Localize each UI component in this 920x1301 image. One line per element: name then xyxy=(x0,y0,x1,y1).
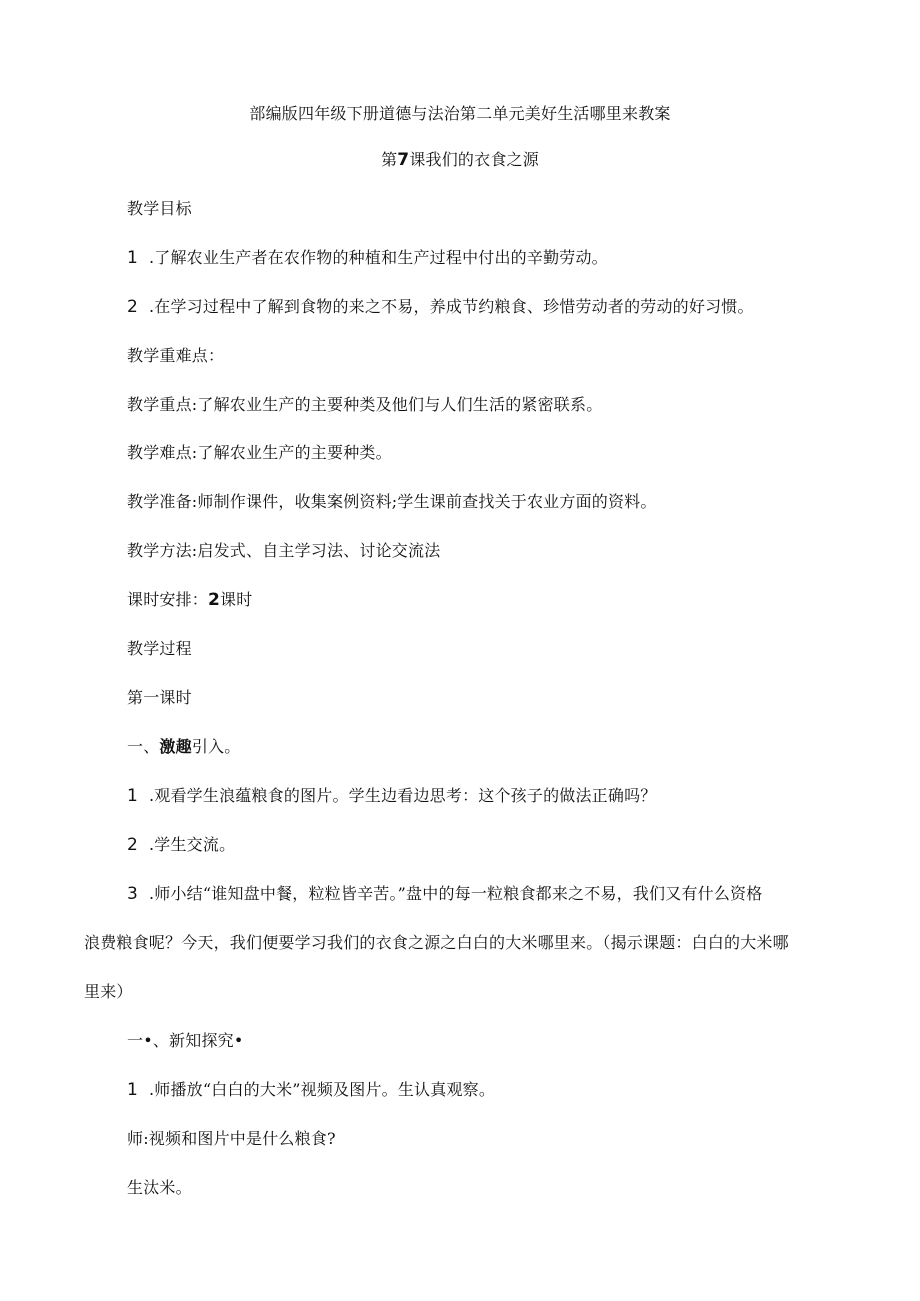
teaching-methods: 教学方法:启发式、自主学习法、讨论交流法 xyxy=(127,541,441,560)
section1-item-1 xyxy=(127,786,657,806)
section1-heading xyxy=(127,737,240,757)
section1-item-3-line3: 里来） xyxy=(84,982,133,1001)
schedule-unit: 课时 xyxy=(220,590,253,609)
list-number: 3 xyxy=(127,884,139,904)
teaching-preparation: 教学准备:师制作课件，收集案例资料;学生课前查找关于农业方面的资料。 xyxy=(127,492,657,511)
list-text: .学生交流。 xyxy=(149,835,236,854)
process-heading: 教学过程 xyxy=(127,639,192,658)
section1-item-3-line2: 浪费粮食呢？今天，我们便要学习我们的衣食之源之白白的大米哪里来。（揭示课题：白白的大米哪 xyxy=(84,933,789,952)
section2-item-1 xyxy=(127,1080,495,1100)
section-suffix: 引入。 xyxy=(191,737,241,756)
section1-item-3-line1 xyxy=(127,884,762,904)
list-text: .师播放“白白的大米”视频及图片。生认真观察。 xyxy=(149,1080,496,1099)
section1-item-2 xyxy=(127,835,235,855)
schedule-number: 2 xyxy=(208,590,221,610)
teacher-question: 师:视频和图片中是什么粮食? xyxy=(127,1129,336,1148)
list-text: .了解农业生产者在农作物的种植和生产过程中付出的辛勤劳动。 xyxy=(149,248,608,267)
section-bold-text: 激趣 xyxy=(159,737,192,756)
schedule-label: 课时安排： xyxy=(127,590,209,609)
key-points-heading: 教学重难点： xyxy=(127,346,225,365)
lesson-subtitle xyxy=(0,150,920,170)
list-number: 1 xyxy=(127,1080,139,1100)
list-text: .师小结“谁知盘中餐，粒粒皆辛苦。”盘中的每一粒粮食都来之不易，我们又有什么资格 xyxy=(149,884,763,903)
section-prefix: 一、 xyxy=(127,737,160,756)
objectives-heading: 教学目标 xyxy=(127,199,192,218)
class-schedule xyxy=(127,590,252,610)
objective-item-2 xyxy=(127,297,754,317)
lesson1-heading: 第一课时 xyxy=(127,688,192,707)
subtitle-prefix: 第 xyxy=(381,150,398,169)
list-number: 1 xyxy=(127,248,139,268)
subtitle-suffix: 课我们的衣食之源 xyxy=(409,150,539,169)
subtitle-number: 7 xyxy=(397,150,410,170)
section2-heading: 一•、新知探究• xyxy=(127,1031,244,1050)
key-point: 教学重点:了解农业生产的主要种类及他们与人们生活的紧密联系。 xyxy=(127,395,603,414)
list-text: .观看学生浪蕴粮食的图片。学生边看边思考：这个孩子的做法正确吗？ xyxy=(149,786,657,805)
objective-item-1 xyxy=(127,248,608,268)
student-answer: 生汰米。 xyxy=(127,1178,192,1197)
list-number: 1 xyxy=(127,786,139,806)
document-title: 部编版四年级下册道德与法治第二单元美好生活哪里来教案 xyxy=(249,104,671,123)
difficult-point: 教学难点:了解农业生产的主要种类。 xyxy=(127,443,392,462)
list-number: 2 xyxy=(127,297,139,317)
list-number: 2 xyxy=(127,835,139,855)
list-text: .在学习过程中了解到食物的来之不易，养成节约粮食、珍惜劳动者的劳动的好习惯。 xyxy=(149,297,754,316)
